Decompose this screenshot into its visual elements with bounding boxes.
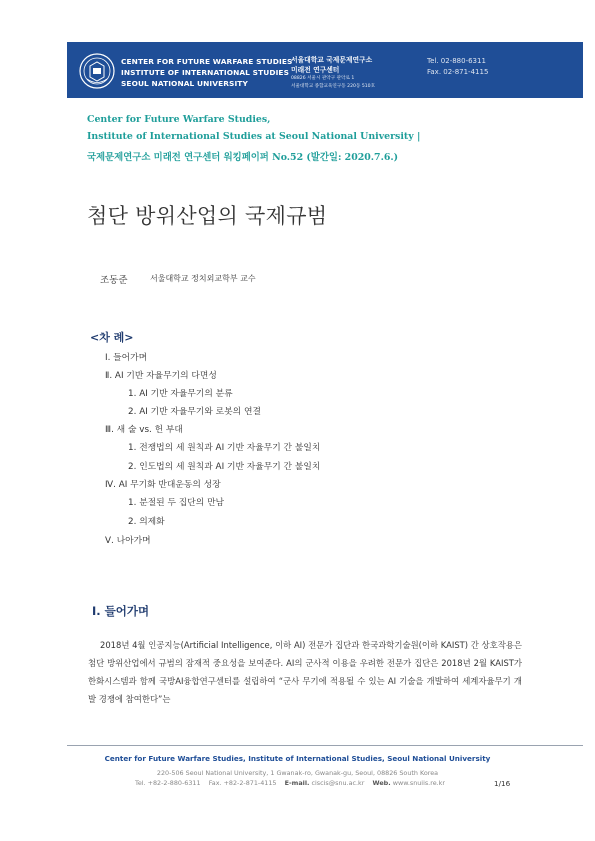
body-paragraph: [88, 636, 522, 708]
author-affiliation: 서울대학교 정치외교학부 교수: [150, 274, 256, 283]
toc-item[interactable]: Ⅲ. 새 술 vs. 헌 부대: [105, 425, 183, 435]
header-korean-names: [291, 55, 375, 91]
section-heading: Ⅰ. 들어가며: [92, 604, 150, 618]
toc-heading: <차 례>: [90, 331, 134, 344]
footer-tel: +82-2-880-6311: [147, 779, 201, 787]
paragraph-text: 2018년 4월 인공지능(Artificial Intelligence, 이하 AI) 전문가 집단과 한국과학기술원(이하 KAIST) 간 상호작용은 첨단 방위산업에서 규범의 잠재적 중요성을 보여준다. AI의 군사적 이용을 우려한 전문가 집단은 2018년 2월 KAIST가 한화시스템과 함께 국방AI융합연구센터를 설립하여 “군사 무기에 적용될 수 있는 AI 기술을 개발하여 세계자율무기 개발 경쟁에 참여한다”는: [88, 640, 522, 704]
series-line: 국제문제연구소 미래전 연구센터 워킹페이퍼 No.52 (발간일: 2020.7.6.): [87, 152, 399, 163]
footer-web[interactable]: www.snuiis.re.kr: [392, 779, 445, 787]
toc-item[interactable]: 2. 인도법의 세 원칙과 AI 기반 자율무기 간 불일치: [128, 462, 321, 472]
header-fax: Fax. 02-871-4115: [427, 68, 489, 76]
toc-item[interactable]: Ⅴ. 나아가며: [105, 536, 151, 546]
page-title: 첨단 방위산업의 국제규범: [87, 204, 328, 228]
footer-institution: Center for Future Warfare Studies, Institute of International Studies, Seoul National University: [104, 754, 491, 763]
footer-web-label: Web.: [372, 779, 391, 787]
header-en-line: INSTITUTE OF INTERNATIONAL STUDIES: [121, 68, 289, 77]
toc-item[interactable]: 1. AI 기반 자율무기의 분류: [128, 389, 233, 399]
toc-item[interactable]: Ⅰ. 들어가며: [105, 353, 148, 363]
toc-item[interactable]: Ⅱ. AI 기반 자율무기의 다면성: [105, 371, 217, 381]
author-name: 조동준: [100, 275, 128, 286]
footer-fax: +82-2-871-4115: [223, 779, 277, 787]
header-contact: [427, 56, 488, 78]
footer-email[interactable]: ciscis@snu.ac.kr: [311, 779, 365, 787]
footer-address: 220-506 Seoul National University, 1 Gwanak-ro, Gwanak-gu, Seoul, 08826 South Korea: [156, 769, 439, 777]
header-ko-title: 서울대학교 국제문제연구소: [291, 56, 373, 64]
snu-emblem-icon: [79, 53, 115, 89]
series-line: Institute of International Studies at Seoul National University |: [87, 131, 421, 142]
header-tel: Tel. 02-880-6311: [427, 57, 486, 65]
header-english-names: [121, 56, 292, 89]
footer-tel-label: Tel.: [135, 779, 146, 787]
header-ko-address: 서울대학교 종합교육연구동 220동 510호: [291, 84, 376, 89]
footer-fax-label: Fax.: [208, 779, 222, 787]
header-en-line: SEOUL NATIONAL UNIVERSITY: [121, 79, 248, 88]
toc-item[interactable]: 1. 분절된 두 집단의 만남: [128, 498, 225, 508]
header-en-line: CENTER FOR FUTURE WARFARE STUDIES: [121, 57, 293, 66]
toc-item[interactable]: Ⅳ. AI 무기화 반대운동의 성장: [105, 480, 221, 490]
footer-contacts: [135, 779, 445, 787]
toc-item[interactable]: 2. 의제화: [128, 517, 165, 527]
toc-item[interactable]: 2. AI 기반 자율무기와 로봇의 연결: [128, 407, 261, 417]
series-line: Center for Future Warfare Studies,: [87, 114, 271, 125]
footer-divider: [67, 745, 583, 746]
toc-item[interactable]: 1. 전쟁법의 세 원칙과 AI 기반 자율무기 간 불일치: [128, 443, 321, 453]
header-ko-subtitle: 미래전 연구센터: [291, 66, 340, 74]
page-number: 1/16: [494, 779, 511, 788]
header-banner: [67, 42, 583, 98]
footer-email-label: E-mail.: [284, 779, 310, 787]
header-ko-address: 08826 서울시 관악구 관악로 1: [291, 76, 355, 81]
